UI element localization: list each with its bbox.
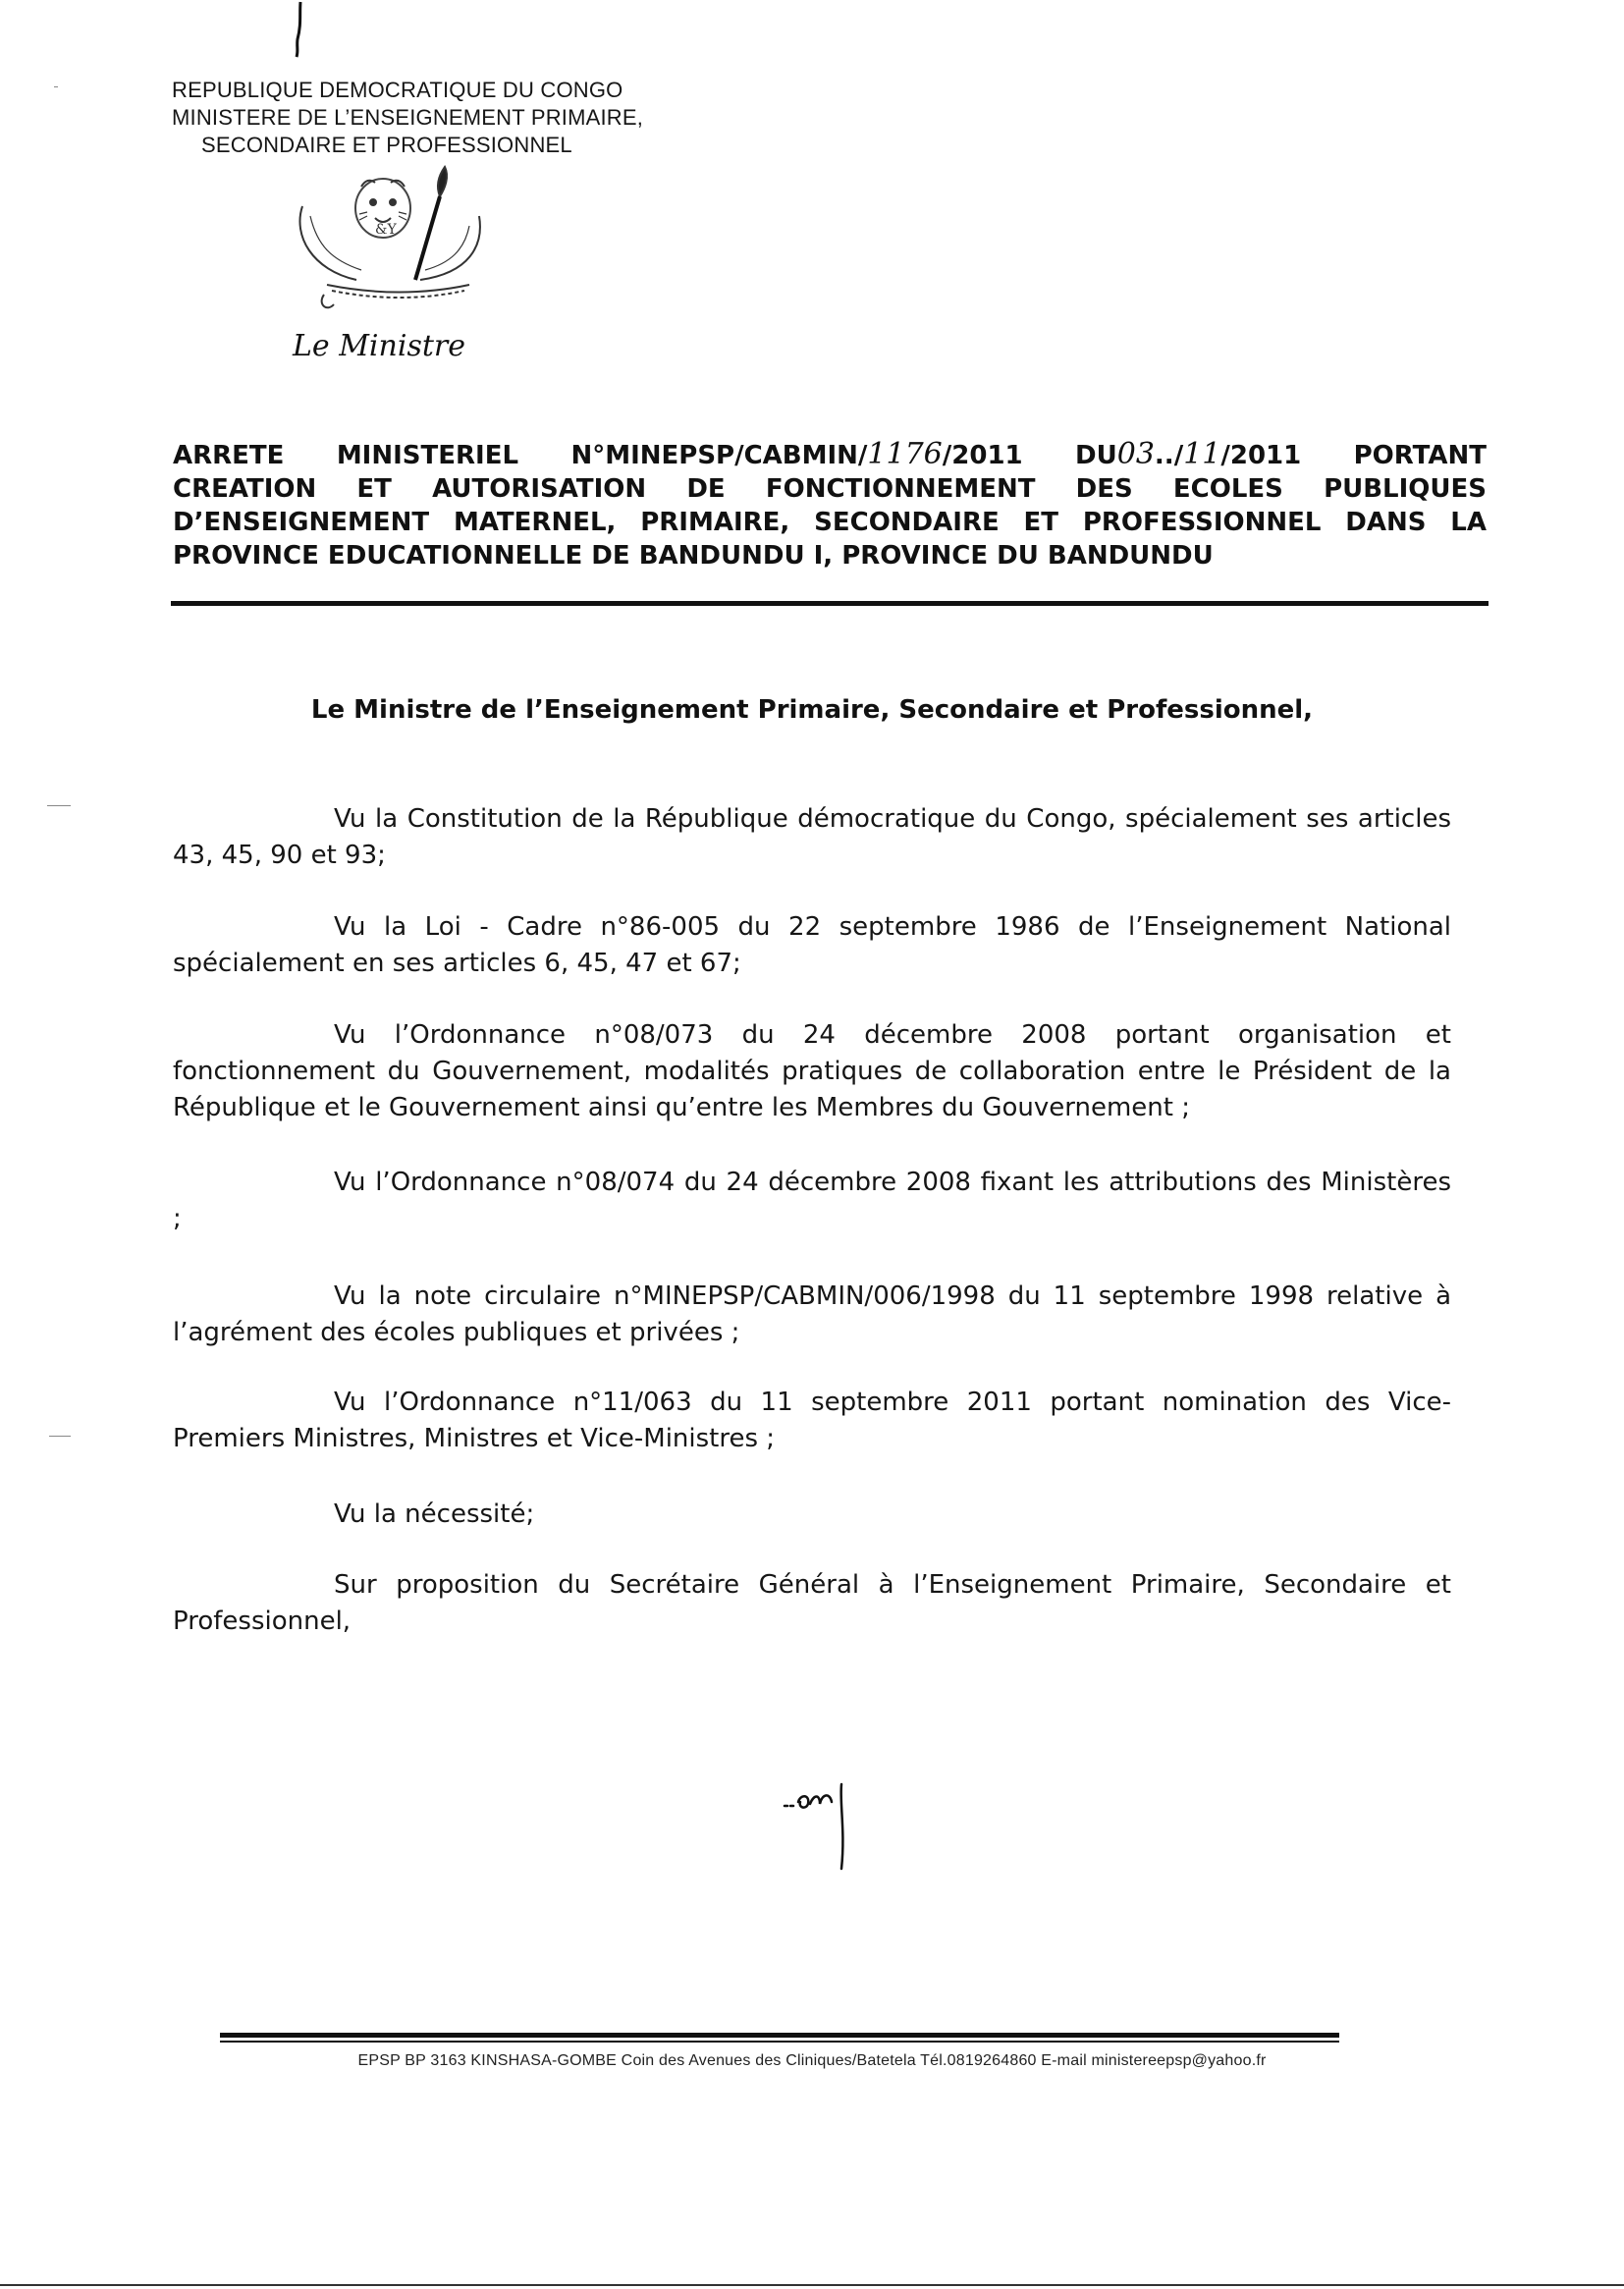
title-word-portant: PORTANT (1353, 441, 1487, 470)
scan-speck (47, 805, 71, 806)
scan-speck (49, 1436, 71, 1437)
title-date: DU03../11/2011 (1075, 437, 1302, 471)
footer-rule-thick (220, 2033, 1339, 2038)
pen-mark-icon (291, 0, 306, 59)
title-date-dots: .. (1154, 441, 1174, 470)
scan-speck (54, 86, 58, 87)
footer-rule-thin (220, 2041, 1339, 2043)
coat-of-arms-icon (273, 157, 528, 324)
header-ministry-cont: SECONDAIRE ET PROFESSIONNEL (201, 133, 572, 157)
paragraph-proposition: Sur proposition du Secrétaire Général à l’Enseignement Primaire, Secondaire et Professionnel, (173, 1570, 1451, 1636)
paragraph-constitution: Vu la Constitution de la République démocratique du Congo, spécialement ses articles 43, 45, 90 et 93; (173, 804, 1451, 870)
paragraph-ordonnance-063: Vu l’Ordonnance n°11/063 du 11 septembre 2011 portant nomination des Vice-Premiers Ministres, Ministres et Vice-Ministres ; (173, 1388, 1451, 1453)
title-line-1 (173, 438, 1487, 472)
svg-text:&Y: &Y (375, 222, 397, 238)
handwritten-initials-icon (781, 1782, 879, 1871)
title-date-year: /2011 (1220, 441, 1302, 470)
footer-address: EPSP BP 3163 KINSHASA-GOMBE Coin des Avenues des Cliniques/Batetela Tél.0819264860 E-mail ministereepsp@yahoo.fr (357, 2052, 1267, 2069)
title-ref-year: /2011 (942, 441, 1023, 470)
title-word-ministeriel: MINISTERIEL (336, 441, 519, 470)
title-line-2: CREATION ET AUTORISATION DE FONCTIONNEMENT DES ECOLES PUBLIQUES (173, 474, 1487, 504)
title-date-prefix: DU (1075, 441, 1117, 470)
paragraph-ordonnance-073: Vu l’Ordonnance n°08/073 du 24 décembre 2008 portant organisation et fonctionnement du Gouvernement, modalités pratiques de collaboration entre le Président de la République et le Gouvernement ainsi qu’entre les Membres du Gouvernement ; (173, 1020, 1451, 1122)
title-reference (570, 437, 1023, 471)
title-word-arrete: ARRETE (173, 441, 285, 470)
minister-heading: Le Ministre de l’Enseignement Primaire, Secondaire et Professionnel, (310, 695, 1314, 725)
paragraph-loi-cadre: Vu la Loi - Cadre n°86-005 du 22 septembre 1986 de l’Enseignement National spécialement en ses articles 6, 45, 47 et 67; (173, 912, 1451, 978)
minister-signature-label: Le Ministre (293, 329, 465, 363)
title-line-4: PROVINCE EDUCATIONNELLE DE BANDUNDU I, PROVINCE DU BANDUNDU (173, 541, 1214, 571)
title-ref-prefix: N°MINEPSP/CABMIN/ (570, 441, 868, 470)
decree-title (173, 438, 1487, 572)
page-bottom-edge (0, 2284, 1624, 2286)
header-ministry: MINISTERE DE L’ENSEIGNEMENT PRIMAIRE, (172, 105, 644, 130)
paragraph-ordonnance-074: Vu l’Ordonnance n°08/074 du 24 décembre 2008 fixant les attributions des Ministères ; (173, 1168, 1451, 1233)
paragraph-necessite: Vu la nécessité; (334, 1499, 535, 1529)
handwritten-decree-number: 1176 (867, 437, 943, 471)
handwritten-month: 11 (1183, 437, 1221, 471)
title-line-3: D’ENSEIGNEMENT MATERNEL, PRIMAIRE, SECONDAIRE ET PROFESSIONNEL DANS LA (173, 508, 1487, 537)
header-country: REPUBLIQUE DEMOCRATIQUE DU CONGO (172, 78, 623, 102)
paragraph-note-circulaire: Vu la note circulaire n°MINEPSP/CABMIN/006/1998 du 11 septembre 1998 relative à l’agrément des écoles publiques et privées ; (173, 1281, 1451, 1347)
title-underline (171, 601, 1489, 606)
handwritten-day: 03 (1116, 437, 1155, 471)
